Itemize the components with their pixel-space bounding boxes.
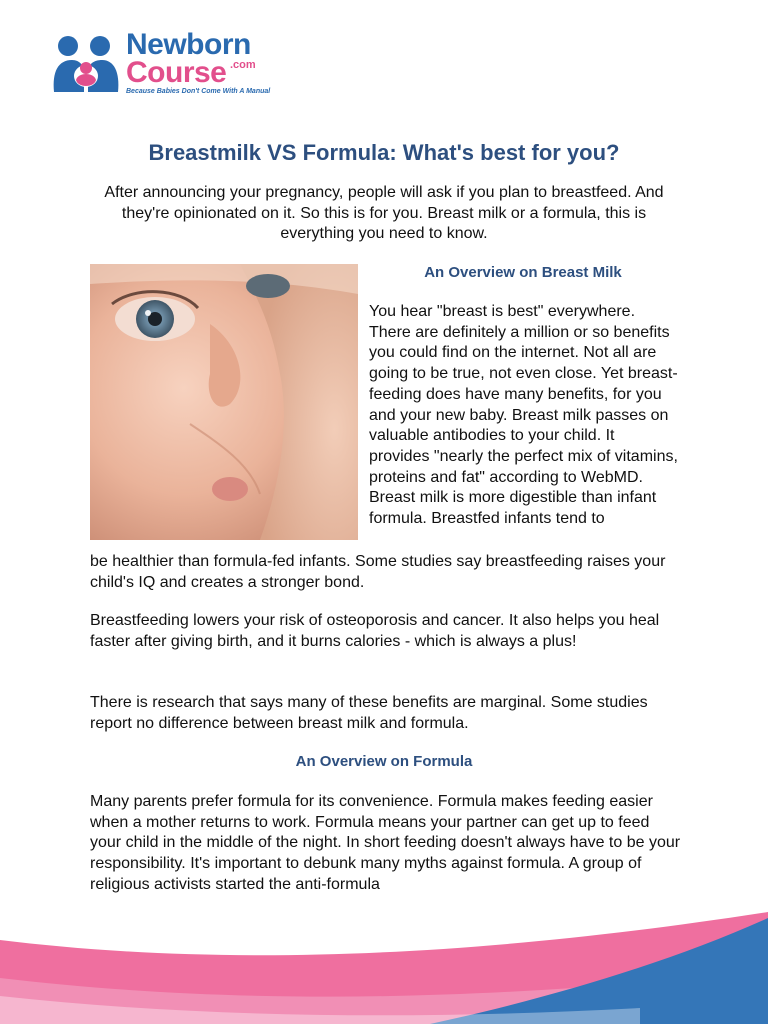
breast-milk-heading: An Overview on Breast Milk [424, 264, 622, 281]
breastfeeding-benefits-paragraph: Breastfeeding lowers your risk of osteoporosis and cancer. It also helps you heal faster after giving birth, and it burns calories - which is always a plus! [90, 612, 660, 650]
family-logo-icon [50, 32, 122, 94]
logo-name-course: Course [126, 56, 227, 89]
research-paragraph: There is research that says many of these benefits are marginal. Some studies report no difference between breast milk and formula. [90, 694, 648, 732]
breast-milk-paragraph-side: You hear "breast is best" everywhere. There are definitely a million or so benefits you could find on the internet. Not all are going to be true, not even close. Yet breast-feeding does have many benefits, for you and your new baby. Breast milk passes on valuable antibodies to your child. It provides "nearly the perfect mix of vitamins, proteins and fat" according to WebMD. Breast milk is more digestible than infant formula. Breastfed infants tend to [369, 303, 678, 528]
formula-paragraph: Many parents prefer formula for its convenience. Formula makes feeding easier when a mother returns to work. Formula means your partner can get up to feed your child in the middle of the night. In short feeding doesn't always have to be your responsibility. It's important to debunk many myths against formula. A group of religious activists started the anti-formula [90, 793, 681, 893]
footer-wave-decoration [0, 900, 768, 1024]
newborncourse-logo[interactable] [50, 28, 290, 100]
baby-breastfeeding-photo [90, 264, 358, 540]
article-title: Breastmilk VS Formula: What's best for you? [148, 140, 620, 165]
logo-domain: .com [230, 59, 256, 71]
breast-milk-paragraph-continued: be healthier than formula-fed infants. Some studies say breastfeeding raises your child's IQ and creates a stronger bond. [90, 553, 666, 591]
formula-heading: An Overview on Formula [295, 753, 473, 770]
logo-name-newborn: Newborn [126, 28, 251, 61]
intro-paragraph: After announcing your pregnancy, people will ask if you plan to breastfeed. And they're opinionated on it. So this is for you. Breast milk or a formula, this is everything you need to know. [104, 184, 664, 242]
logo-tagline: Because Babies Don't Come With A Manual [126, 88, 271, 95]
